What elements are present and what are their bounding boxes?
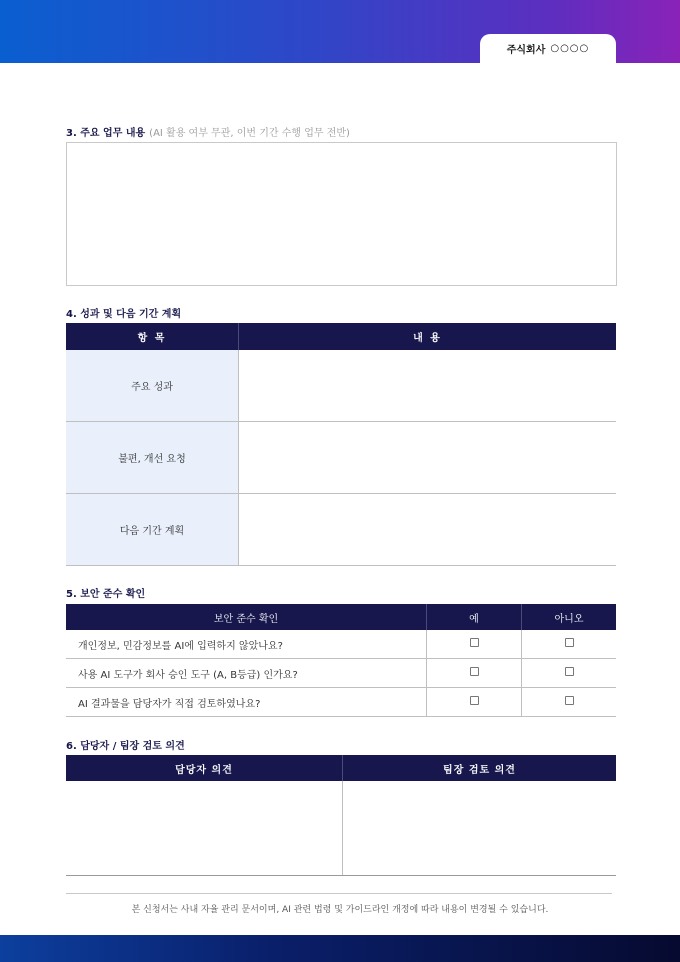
security-check-table xyxy=(66,604,616,717)
results-plan-table xyxy=(66,323,616,566)
col-header-content: 내 용 xyxy=(239,323,617,350)
footer-divider xyxy=(66,893,612,894)
team-lead-opinion-input[interactable] xyxy=(343,781,617,876)
company-label: 주식회사 xyxy=(506,45,546,56)
manager-opinion-input[interactable] xyxy=(66,781,343,876)
section5-title: 5. 보안 준수 확인 xyxy=(66,589,146,600)
no-checkbox[interactable] xyxy=(565,638,574,647)
section3-title xyxy=(66,124,350,139)
section3-hint: (AI 활용 여부 무관, 이번 기간 수행 업무 전반) xyxy=(149,128,350,139)
table-row xyxy=(66,422,616,494)
next-plan-input[interactable] xyxy=(239,494,617,566)
company-tab xyxy=(480,34,616,63)
achievements-input[interactable] xyxy=(239,350,617,422)
footer-note: 본 신청서는 사내 자율 관리 문서이며, AI 관련 법령 및 가이드라인 개정에 따라 내용이 변경될 수 있습니다. xyxy=(131,905,549,915)
section3-title-text: 3. 주요 업무 내용 xyxy=(66,128,146,139)
table-row xyxy=(66,494,616,566)
review-opinion-table xyxy=(66,755,616,876)
row-label-improvements: 불편, 개선 요청 xyxy=(66,422,239,494)
table-row xyxy=(66,630,616,659)
improvements-input[interactable] xyxy=(239,422,617,494)
no-checkbox[interactable] xyxy=(565,667,574,676)
col-header-team-lead-opinion: 팀장 검토 의견 xyxy=(343,755,617,781)
col-header-yes: 예 xyxy=(427,604,522,630)
yes-checkbox[interactable] xyxy=(470,667,479,676)
no-checkbox[interactable] xyxy=(565,696,574,705)
row-label-achievements: 주요 성과 xyxy=(66,350,239,422)
security-question: 개인정보, 민감정보를 AI에 입력하지 않았나요? xyxy=(66,630,427,659)
security-question: AI 결과물을 담당자가 직접 검토하였나요? xyxy=(66,688,427,717)
row-label-next-plan: 다음 기간 계획 xyxy=(66,494,239,566)
table-row xyxy=(66,659,616,688)
section6-title: 6. 담당자 / 팀장 검토 의견 xyxy=(66,741,185,752)
section4-title: 4. 성과 및 다음 기간 계획 xyxy=(66,309,182,320)
security-question: 사용 AI 도구가 회사 승인 도구 (A, B등급) 인가요? xyxy=(66,659,427,688)
col-header-no: 아니오 xyxy=(522,604,617,630)
yes-checkbox[interactable] xyxy=(470,696,479,705)
table-row xyxy=(66,688,616,717)
table-row xyxy=(66,350,616,422)
company-name: ○○○○ xyxy=(550,43,590,54)
col-header-item: 항 목 xyxy=(66,323,239,350)
col-header-security: 보안 준수 확인 xyxy=(66,604,427,630)
main-work-input[interactable] xyxy=(66,142,617,286)
yes-checkbox[interactable] xyxy=(470,638,479,647)
col-header-manager-opinion: 담당자 의견 xyxy=(66,755,343,781)
footer-banner xyxy=(0,935,680,962)
